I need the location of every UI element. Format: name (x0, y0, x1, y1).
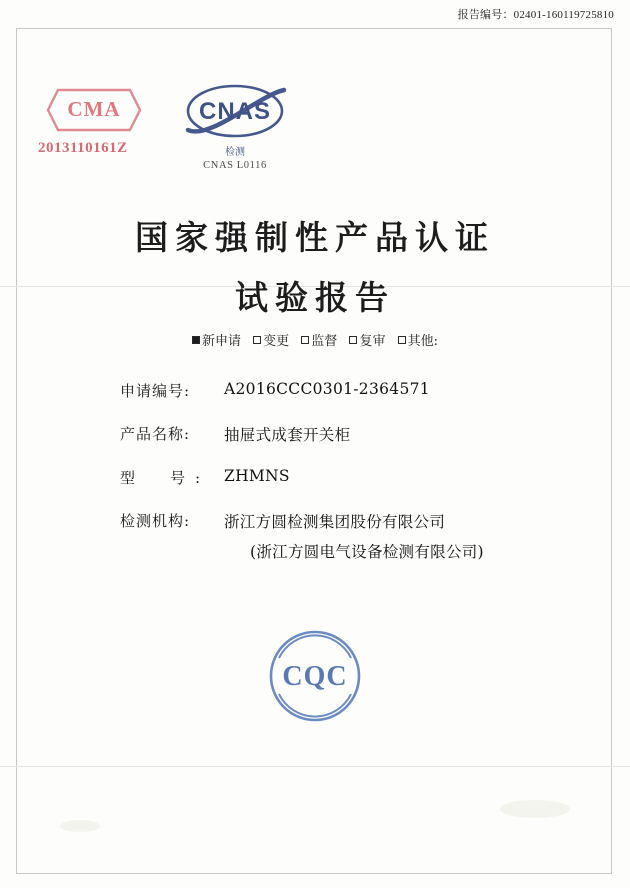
cma-code: 2013110161Z (38, 140, 128, 156)
option-label: 监督 (311, 334, 338, 349)
page-title-line1: 国家强制性产品认证 (135, 218, 495, 257)
option-supervision[interactable] (301, 330, 337, 349)
checkbox-icon[interactable] (398, 336, 406, 344)
application-type-options (0, 330, 630, 349)
report-number-label: 报告编号： (457, 9, 514, 21)
field-application-number (120, 380, 540, 401)
cma-mark-icon (46, 88, 142, 132)
option-other[interactable] (398, 330, 438, 349)
option-label: 新申请 (201, 334, 241, 349)
field-product-name (120, 423, 540, 445)
scan-artifact-line (0, 766, 630, 767)
field-label: 产品名称: (120, 425, 191, 443)
report-number (458, 6, 614, 22)
cqc-seal-icon (267, 628, 363, 724)
field-value (224, 510, 540, 562)
report-number-value: 02401-160119725810 (513, 9, 614, 21)
option-label: 变更 (263, 334, 290, 349)
cnas-logo-icon (180, 78, 290, 148)
option-new-application[interactable] (192, 330, 241, 349)
cnas-category: 检测 (225, 147, 245, 158)
page-title-line2: 试验报告 (235, 278, 395, 317)
field-model (120, 467, 540, 488)
cma-mark-text: CMA (67, 97, 121, 121)
scan-smudge (500, 800, 570, 818)
field-value-line2: (浙江方圆电气设备检测有限公司) (250, 543, 484, 561)
field-value: 抽屉式成套开关柜 (224, 426, 351, 444)
option-change[interactable] (253, 330, 289, 349)
option-review[interactable] (349, 330, 385, 349)
svg-text:CQC: CQC (282, 661, 348, 692)
cnas-subtext (180, 146, 290, 172)
field-testing-organization (120, 510, 540, 562)
field-label: 检测机构: (120, 512, 191, 530)
checkbox-icon[interactable] (301, 336, 309, 344)
scan-smudge (60, 820, 100, 832)
field-value-line1: 浙江方圆检测集团股份有限公司 (224, 513, 446, 531)
checkbox-icon[interactable] (349, 336, 357, 344)
option-label: 其他: (407, 334, 438, 349)
svg-text:CNAS: CNAS (198, 98, 272, 125)
option-label: 复审 (359, 334, 386, 349)
field-value: A2016CCC0301-2364571 (224, 380, 430, 398)
checkbox-checked-icon[interactable] (192, 336, 200, 344)
checkbox-icon[interactable] (253, 336, 261, 344)
cnas-accreditation-code: CNAS L0116 (203, 160, 267, 171)
field-value: ZHMNS (224, 467, 290, 485)
field-list (120, 380, 540, 584)
field-label: 型 号: (120, 469, 211, 487)
field-label: 申请编号: (120, 382, 191, 400)
